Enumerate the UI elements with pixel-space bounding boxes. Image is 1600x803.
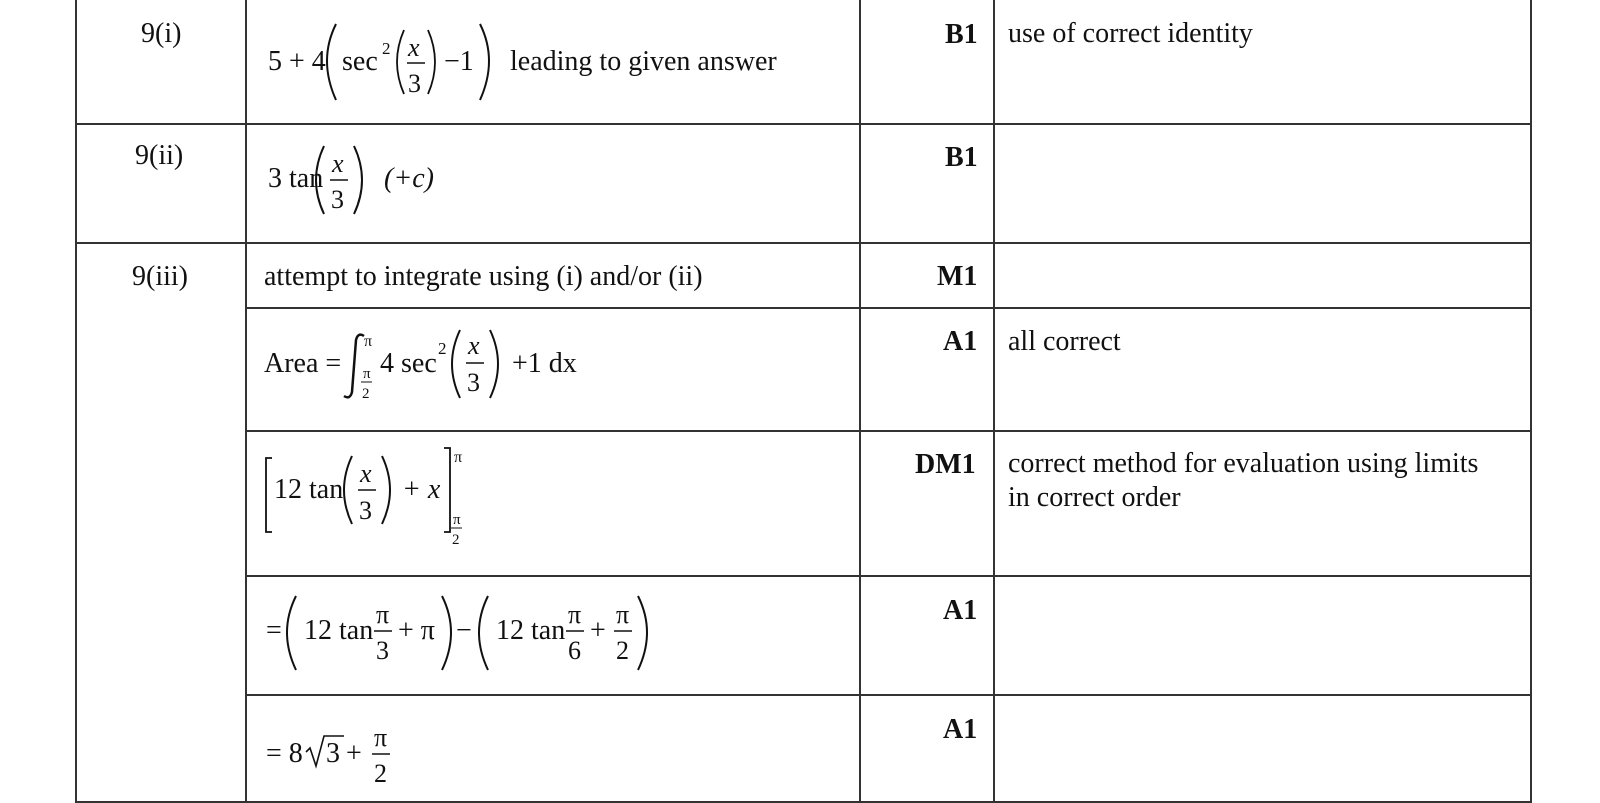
paren-right — [480, 24, 489, 100]
math-text: 3 — [467, 368, 480, 397]
guidance-comment-line: in correct order — [1008, 482, 1181, 513]
guidance-comment: all correct — [1008, 326, 1121, 357]
math-text: π — [374, 723, 388, 752]
math-text: + x — [402, 474, 441, 505]
math-text: 3 — [359, 496, 372, 525]
paren-left — [287, 596, 296, 670]
math-text: 3 — [376, 636, 389, 665]
paren-right — [428, 30, 435, 94]
math-text: 2 — [452, 532, 460, 548]
row-divider — [75, 242, 1531, 244]
question-label: 9(i) — [141, 18, 182, 49]
math-text: + — [590, 615, 606, 646]
math-text: (+c) — [384, 163, 434, 194]
mark-label: B1 — [945, 142, 978, 173]
math-text: 3 tan — [268, 163, 324, 194]
question-label: 9(ii) — [135, 140, 184, 171]
math-text: 12 tan — [496, 615, 566, 646]
answer-text: attempt to integrate using (i) and/or (ii) — [264, 261, 703, 292]
math-text: 4 sec — [380, 348, 437, 379]
area-integral-expression — [260, 318, 620, 428]
math-text: 3 — [326, 738, 340, 769]
paren-right — [490, 330, 498, 398]
final-answer-expression — [260, 702, 460, 802]
math-text: x — [332, 149, 344, 178]
answer-expression — [260, 10, 800, 120]
math-text: π — [454, 449, 463, 466]
column-divider-marks — [859, 0, 861, 803]
math-text: 12 tan — [304, 615, 374, 646]
table-border-right — [1530, 0, 1532, 803]
math-text: 3 — [408, 69, 421, 98]
answer-text: leading to given answer — [510, 46, 777, 77]
row-divider — [245, 430, 1531, 432]
math-text: π — [568, 600, 582, 629]
evaluation-bracket-expression — [260, 440, 520, 570]
math-text: + — [346, 738, 362, 769]
math-text: 2 — [382, 39, 391, 58]
math-text: Area = — [264, 348, 342, 379]
mark-label: B1 — [945, 19, 978, 50]
math-text: π — [364, 333, 373, 350]
mark-label: A1 — [943, 595, 978, 626]
row-divider — [245, 575, 1531, 577]
substitution-expression — [260, 584, 680, 694]
math-text: 2 — [616, 636, 629, 665]
paren-left — [327, 24, 336, 100]
question-label: 9(iii) — [132, 261, 188, 292]
paren-right — [354, 146, 362, 214]
mark-label: M1 — [937, 261, 978, 292]
mark-label: A1 — [943, 714, 978, 745]
math-text: 2 — [438, 339, 447, 358]
math-text: = — [266, 615, 282, 646]
row-divider — [245, 694, 1531, 696]
math-text: + π — [398, 615, 435, 646]
math-text: x — [360, 459, 372, 488]
row-divider — [245, 307, 1531, 309]
math-text: = 8 — [266, 738, 303, 769]
paren-left — [452, 330, 460, 398]
math-text: π — [616, 600, 630, 629]
math-text: 2 — [362, 386, 370, 402]
math-text: x — [408, 33, 420, 62]
paren-left — [344, 456, 352, 524]
column-divider-answer — [245, 0, 247, 803]
math-text: 2 — [374, 759, 387, 788]
integral-sign — [344, 335, 364, 398]
math-text: 12 tan — [274, 474, 344, 505]
math-text: π — [376, 600, 390, 629]
math-text: −1 — [444, 46, 474, 77]
table-border-left — [75, 0, 77, 803]
math-text: − — [456, 615, 472, 646]
row-divider — [75, 123, 1531, 125]
math-text: x — [468, 331, 480, 360]
square-bracket-left — [266, 458, 272, 532]
math-text: 3 — [331, 185, 344, 214]
column-divider-guidance — [993, 0, 995, 803]
math-text: π — [363, 366, 371, 382]
math-text: sec — [342, 46, 378, 77]
math-text: 6 — [568, 636, 581, 665]
paren-right — [638, 596, 647, 670]
paren-left — [397, 30, 404, 94]
math-text: +1 dx — [512, 348, 577, 379]
answer-expression — [260, 132, 520, 232]
guidance-comment-line: correct method for evaluation using limits — [1008, 448, 1479, 479]
math-text: 5 + 4 — [268, 46, 326, 77]
mark-label: DM1 — [915, 449, 976, 480]
math-text: π — [453, 512, 461, 528]
mark-label: A1 — [943, 326, 978, 357]
paren-right — [382, 456, 390, 524]
guidance-comment: use of correct identity — [1008, 18, 1253, 49]
paren-right — [442, 596, 451, 670]
paren-left — [479, 596, 488, 670]
square-bracket-right — [444, 448, 450, 532]
